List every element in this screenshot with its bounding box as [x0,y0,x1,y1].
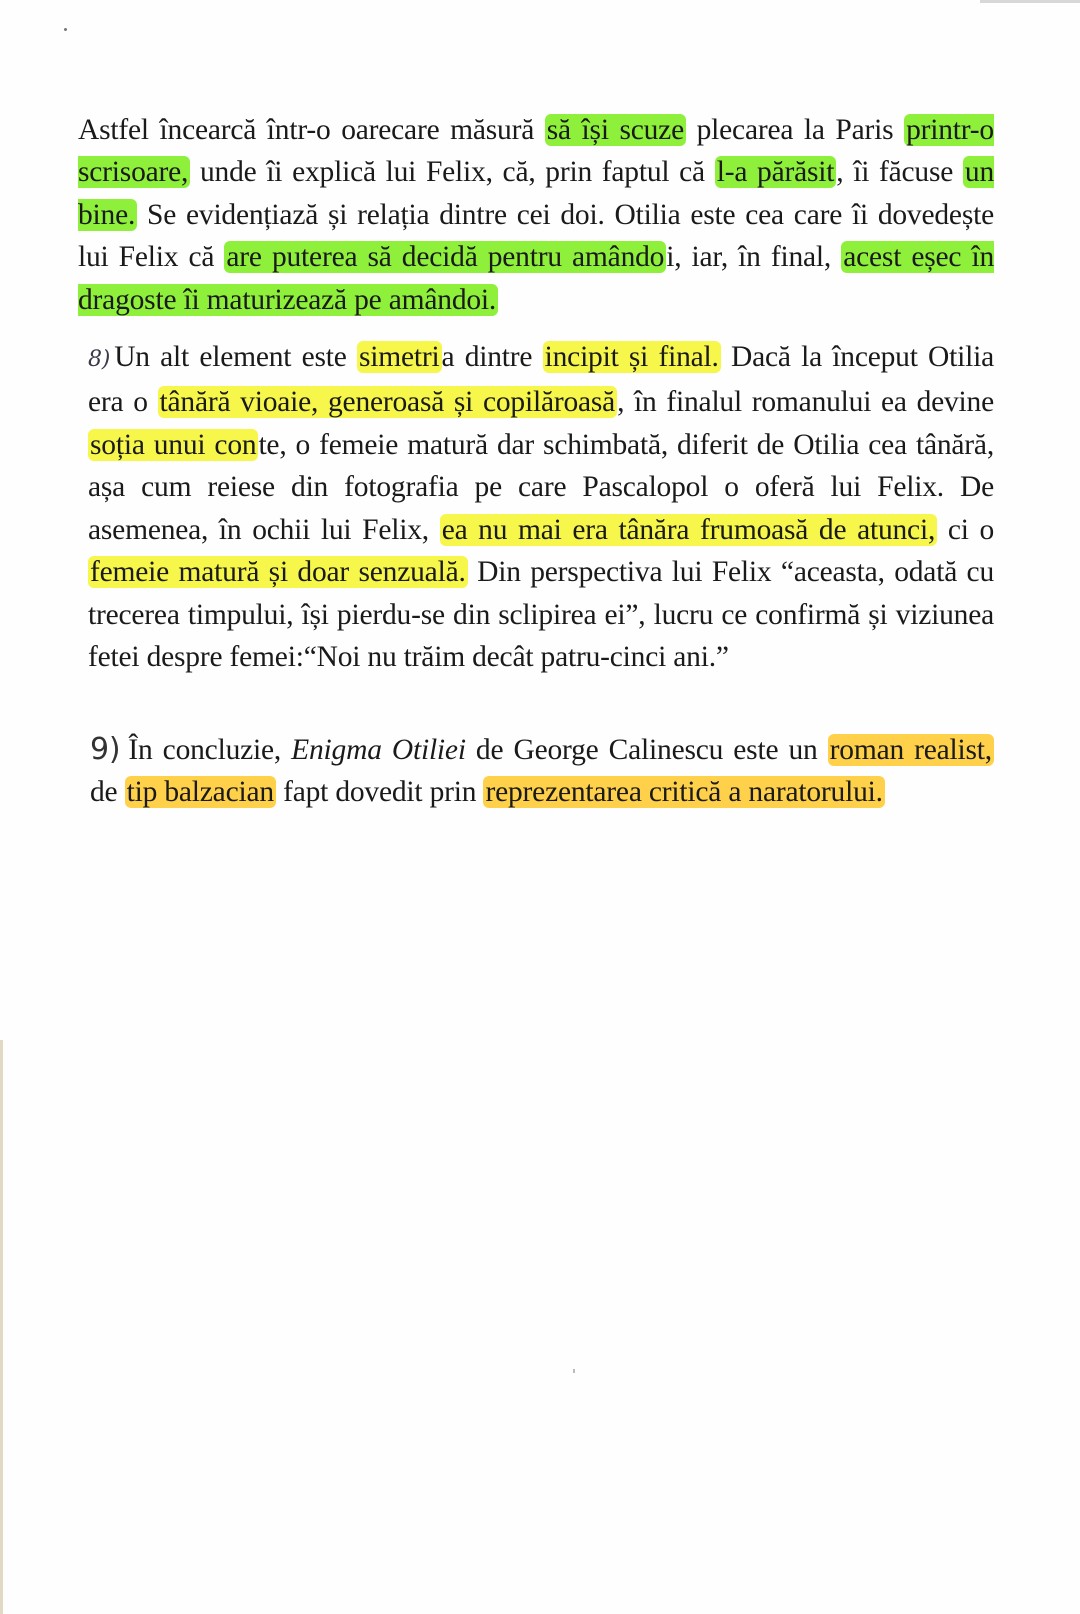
text: Un alt element este [114,340,357,373]
highlight-yellow: tânără vioaie, generoasă și copilăroasă [159,386,616,418]
page-edge-left [0,1040,3,1614]
text: Se evidențiază și relația dintre cei doi. Otilia este cea care îi dovedește lui Felix că [78,198,994,273]
highlight-yellow: femeie matură și doar senzuală. [90,556,466,588]
highlight-green: acest eșec în dragoste îi maturizează pe amândoi. [78,241,994,316]
novel-title: Enigma Otiliei [291,733,466,766]
text: plecarea la Paris [685,113,905,146]
handwritten-marker-8: 8) [88,346,111,372]
text: de [90,776,125,808]
highlight-yellow: incipit și final. [544,340,719,373]
highlight-orange: roman realist, [829,733,992,766]
highlight-green: are puterea să decidă pentru amândo [226,241,665,273]
text: ci o [937,513,994,546]
paragraph-3 [90,729,994,814]
highlight-yellow: soția unui con [90,428,257,461]
text: , în finalul romanului ea devine [617,386,994,418]
text: Astfel încearcă într-o oarecare măsură [78,113,545,146]
paragraph-2 [88,336,994,679]
text: fapt dovedit prin [275,776,484,808]
highlight-orange: reprezentarea critică a naratorului. [485,776,883,808]
text: Din perspectiva lui Felix “aceasta, odată cu trecerea timpului, își pierdu-se din sclipirea ei”, lucru ce confirmă și viziunea fetei despre femei:“Noi nu trăim decât patru-cinci ani.” [88,556,994,673]
highlight-yellow: simetri [358,340,440,373]
text: , îi făcuse [836,156,963,188]
highlight-green: printr-o scrisoare, [78,113,994,188]
text: i, iar, în final, [666,241,842,273]
text: te, o femeie matură dar schimbată, diferit de Otilia cea tânără, așa cum reiese din fotografia pe care Pascalopol o oferă lui Felix. De asemenea, în ochii lui Felix, [88,428,994,546]
highlight-orange: tip balzacian [126,776,274,808]
text: unde îi explică lui Felix, că, prin faptul că [190,156,715,188]
highlight-green: un bine. [78,156,995,231]
text: a dintre [441,340,543,373]
text: de George Calinescu este un [465,733,828,766]
page-edge-top [980,0,1080,3]
highlight-green: să își scuze [546,113,684,146]
paragraph-1 [78,109,994,322]
text: În concluzie, [128,733,292,766]
highlight-green: l-a părăsit [716,156,835,188]
highlight-yellow: ea nu mai era tânăra frumoasă de atunci, [441,513,936,546]
ink-dot [64,28,67,31]
handwritten-marker-9: 9) [90,731,121,767]
paper-speck [573,1369,575,1373]
text: Dacă la început Otilia era o [88,340,994,418]
